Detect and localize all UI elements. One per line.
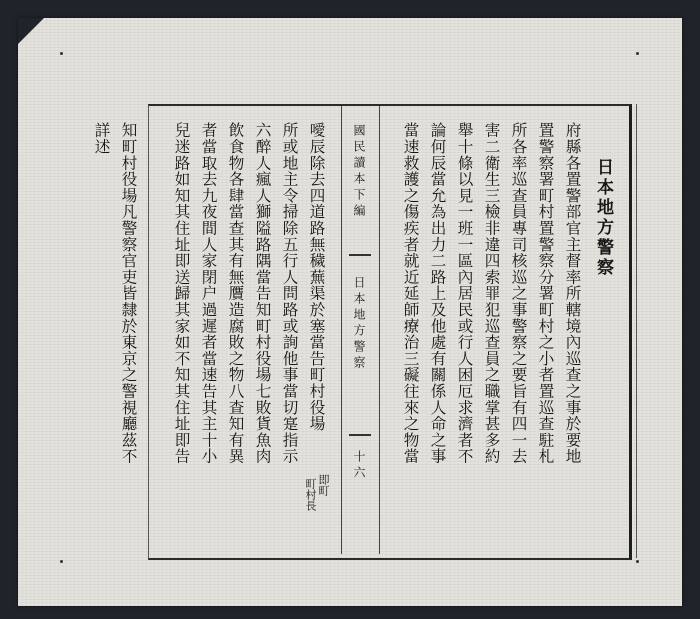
text-column-1: 府縣各置警部官主督率所轄境內巡查之事於要地 <box>563 122 582 465</box>
gutter-line-right <box>341 106 342 554</box>
text-column-4: 害二衛生三檢非違四索罪犯巡查員之職掌甚多約 <box>482 122 501 465</box>
gutter-book-title: 國民讀本下編 <box>352 124 366 220</box>
ink-dot <box>636 52 639 55</box>
text-column-5: 舉十條以見一班一區內居民或行人困厄求濟者不 <box>455 122 474 465</box>
text-column-6: 論何辰當允為出力二路上及他處有關係人命之事 <box>428 122 447 465</box>
gutter-page-number: 十六 <box>352 450 366 482</box>
folded-corner <box>18 18 44 44</box>
page-border <box>148 104 632 560</box>
text-column-12: 者當取去九夜間人家閉户過遲者當速告其主十小 <box>199 122 218 465</box>
text-column-9: 所或地主令掃除五行人問路或詢他事當切寔指示 <box>280 122 299 465</box>
document-title: 日本地方警察 <box>593 158 613 278</box>
ink-dot <box>636 560 639 563</box>
text-column-3: 所各率巡查員專司核巡之事警察之要旨有四一去 <box>509 122 528 465</box>
ink-dot <box>60 560 63 563</box>
text-column-15: 詳述 <box>92 122 111 155</box>
text-column-14: 知町村役場凡警察官吏皆隸於東京之警視廳茲不 <box>119 122 138 465</box>
gutter-chapter: 日本地方警察 <box>352 276 366 372</box>
inline-note: 町村長 <box>304 478 317 511</box>
gutter-divider-top <box>349 254 371 256</box>
text-column-2: 置警察署町村置警察分署町村之小者置巡查駐札 <box>536 122 555 465</box>
inline-note-prefix: 即町 <box>317 474 330 496</box>
ink-dot <box>60 52 63 55</box>
text-column-13: 兒迷路如知其住址即送歸其家如不知其住址即告 <box>172 122 191 465</box>
gutter-divider-bottom <box>349 434 371 436</box>
text-column-10: 六醉人瘋人獅隘路隅當告知町村役場七敗貨魚肉 <box>253 122 272 465</box>
text-column-11: 飲食物各肆當查其有無贋造腐敗之物八查知有異 <box>226 122 245 465</box>
outer-border-line <box>636 104 637 558</box>
text-column-8: 噯辰除去四道路無穢蕪渠於塞當告町村役場 <box>307 122 326 432</box>
center-gutter <box>337 106 383 554</box>
gutter-line-left <box>379 106 380 554</box>
text-column-7: 當速救護之傷疾者就近延師療治三礙往來之物當 <box>401 122 420 465</box>
